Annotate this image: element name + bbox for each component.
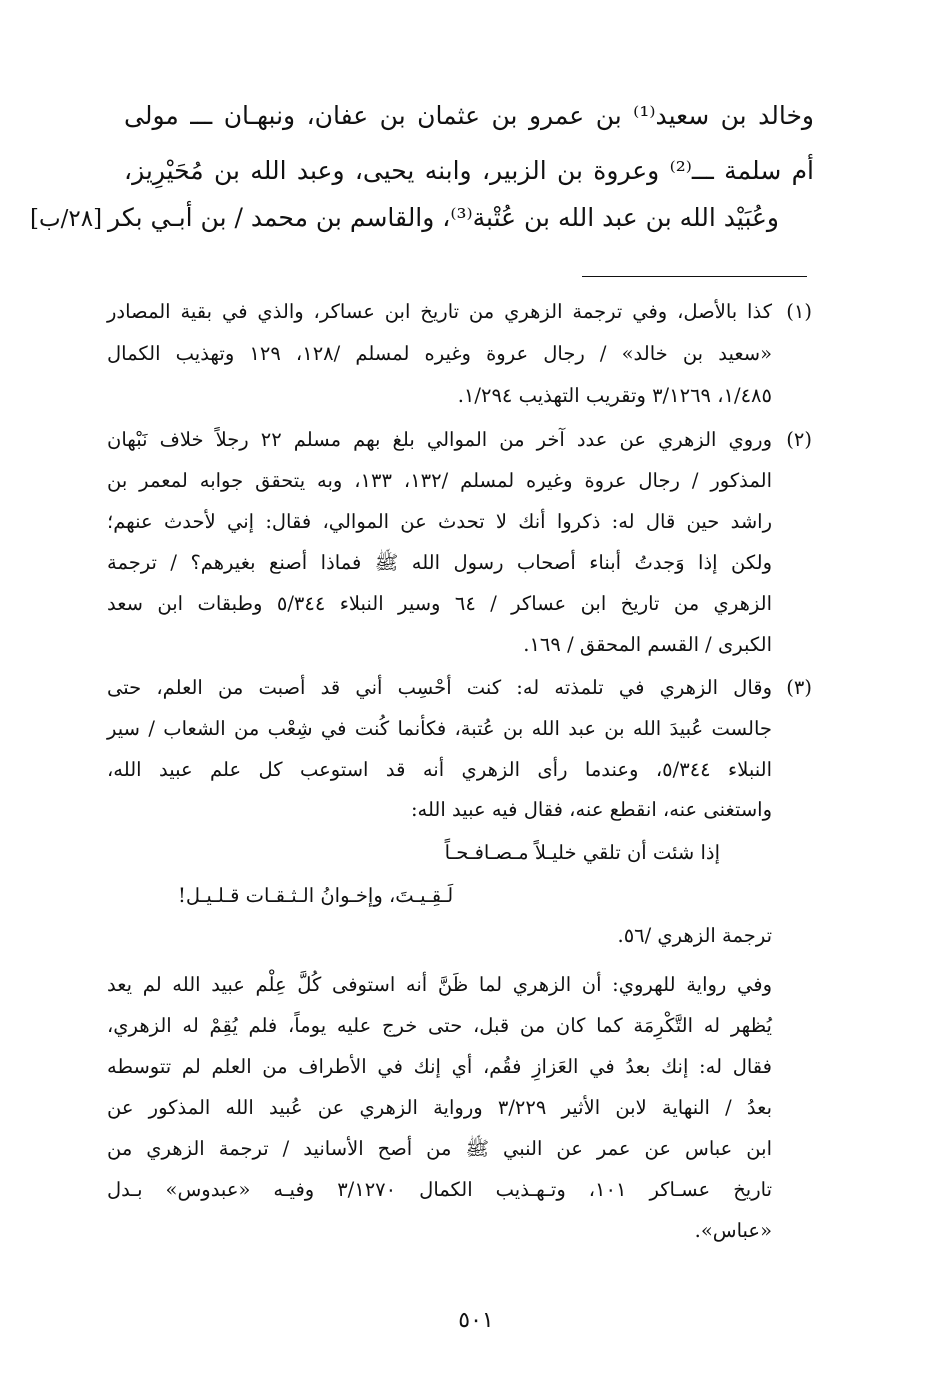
- folio-marker: [٢٨/ب]: [30, 206, 103, 232]
- footnote-3-cont-line-2: يُظهر له التَّكْرِمَة كما كان من قبل، حتى خرج عليه يوماً، فلم يُقِمْ له الزهري،: [107, 1014, 772, 1037]
- footnote-1-line-1: كذا بالأصل، وفي ترجمة الزهري من تاريخ ابن عساكر، والذي في بقية المصادر: [107, 300, 772, 323]
- footnote-2-line-2: المذكور / رجال عروة وغيره لمسلم /١٣٢، ١٣٣، وبه يتحقق جوابه لمعمر بن: [107, 469, 772, 492]
- main-text-line-3: وعُبَيْد الله بن عبد الله بن عُتْبة⁽³⁾، والقاسم بن محمد / بن أبـي بكر: [108, 203, 779, 232]
- footnote-3-line-2: جالست عُبيدَ الله بن عبد الله بن عُتبة، فكأنما كُنت في شِعْب من الشعاب / سير: [107, 717, 772, 740]
- footnote-2-line-5: الزهري من تاريخ ابن عساكر / ٦٤ وسير النبلاء ٥/٣٤٤ وطبقات ابن سعد: [107, 592, 772, 615]
- footnote-2-line-4: ولكن إذا وَجدتُ أبناء أصحاب رسول الله ﷺ فماذا أصنع بغيرهم؟ / ترجمة: [107, 551, 772, 574]
- page-number: ٥٠١: [458, 1308, 494, 1333]
- footnote-1-line-3: ١/٤٨٥، ٣/١٢٦٩ وتقريب التهذيب ١/٢٩٤.: [457, 384, 772, 407]
- footnote-separator: [582, 276, 807, 277]
- footnote-3-cont-line-6: تاريخ عسـاكر ١٠١، وتـهـذيب الكمال ٣/١٢٧٠ وفيـه «عبدوس» بـدل: [107, 1178, 772, 1201]
- main-text-line-1: وخالد بن سعيد⁽¹⁾ بن عمرو بن عثمان بن عفان، ونبهـان ـــ مولى: [124, 101, 814, 130]
- footnote-number-1: (١): [786, 300, 812, 323]
- footnote-2-line-6: الكبرى / القسم المحقق / ١٦٩.: [523, 633, 772, 656]
- footnote-3-cont-line-4: بعدُ / النهاية لابن الأثير ٣/٢٢٩ ورواية الزهري عن عُبيد الله المذكور عن: [107, 1096, 772, 1119]
- footnote-3-cont-line-5: ابن عباس عن عمر عن النبي ﷺ من أصح الأسانيد / ترجمة الزهري من: [107, 1137, 772, 1160]
- footnote-3-line-3: النبلاء ٥/٣٤٤، وعندما رأى الزهري أنه قد استوعب كل علم عبيد الله،: [107, 758, 772, 781]
- footnote-number-2: (٢): [786, 428, 812, 451]
- footnote-3-cont-line-7: «عباس».: [694, 1219, 772, 1242]
- verse-line-2: لَـقِـيـتَ، وإخـوانُ الـثـقـات قـلـيـل!: [178, 884, 454, 907]
- footnote-3-cont-line-3: فقال له: إنك بعدُ في العَزازِ فقُم، أي إنك في الأطراف من العلم لم تتوسطه: [107, 1055, 772, 1078]
- footnote-2-line-3: راشد حين قال له: ذكروا أنك لا تحدث عن الموالي، فقال: إني لأحدث عنهم؛: [107, 510, 772, 533]
- footnote-number-3: (٣): [786, 676, 812, 699]
- footnote-3-line-1: وقال الزهري في تلمذته له: كنت أحْسِب أني قد أصبت من العلم، حتى: [107, 676, 772, 699]
- footnote-1-line-2: «سعيد بن خالد» / رجال عروة وغيره لمسلم /١٢٨، ١٢٩ وتهذيب الكمال: [107, 342, 772, 365]
- verse-line-1: إذا شئت أن تلقي خليـلاً مـصـافـحـاً: [444, 841, 720, 864]
- footnote-3-cont-line-1: وفي رواية للهروي: أن الزهري لما ظَنَّ أنه استوفى كُلَّ عِلْم عبيد الله لم يعد: [107, 973, 772, 996]
- footnote-3-line-4: واستغنى عنه، انقطع عنه، فقال فيه عبيد الله:: [410, 798, 772, 821]
- main-text-line-2: أم سلمة ـــ⁽²⁾ وعروة بن الزبير، وابنه يحيى، وعبد الله بن مُحَيْرِيز،: [124, 156, 815, 185]
- footnote-3-after-verse: ترجمة الزهري /٥٦.: [617, 924, 772, 947]
- footnote-2-line-1: وروي الزهري عن عدد آخر من الموالي بلغ بهم مسلم ٢٢ رجلاً خلاف نَبْهان: [107, 428, 772, 451]
